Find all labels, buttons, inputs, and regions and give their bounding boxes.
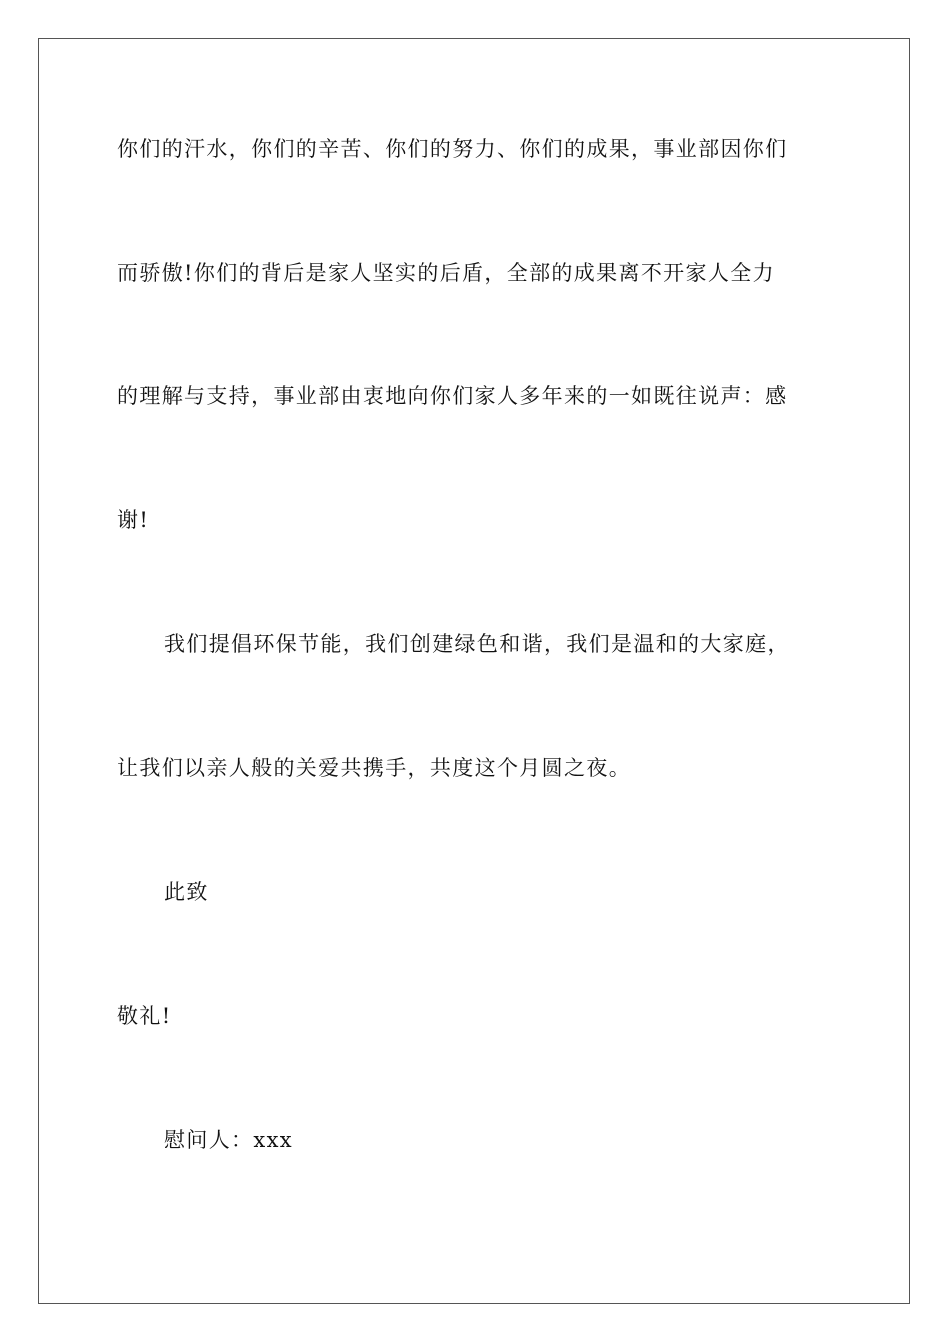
page-border [38, 38, 910, 1304]
paragraph-line-1: 你们的汗水，你们的辛苦、你们的努力、你们的成果，事业部因你们 [117, 137, 788, 161]
signature-line: 慰问人：xxx [164, 1128, 293, 1152]
paragraph-line-2: 而骄傲!你们的背后是家人坚实的后盾，全部的成果离不开家人全力 [117, 261, 775, 285]
paragraph-2-line-2: 让我们以亲人般的关爱共携手，共度这个月圆之夜。 [117, 756, 632, 780]
closing-regards: 敬礼! [117, 1004, 172, 1028]
paragraph-line-4: 谢! [117, 508, 150, 532]
paragraph-line-3: 的理解与支持，事业部由衷地向你们家人多年来的一如既往说声：感 [117, 384, 788, 408]
paragraph-2-line-1: 我们提倡环保节能，我们创建绿色和谐，我们是温和的大家庭， [164, 632, 790, 656]
closing-salutation: 此致 [164, 880, 209, 904]
